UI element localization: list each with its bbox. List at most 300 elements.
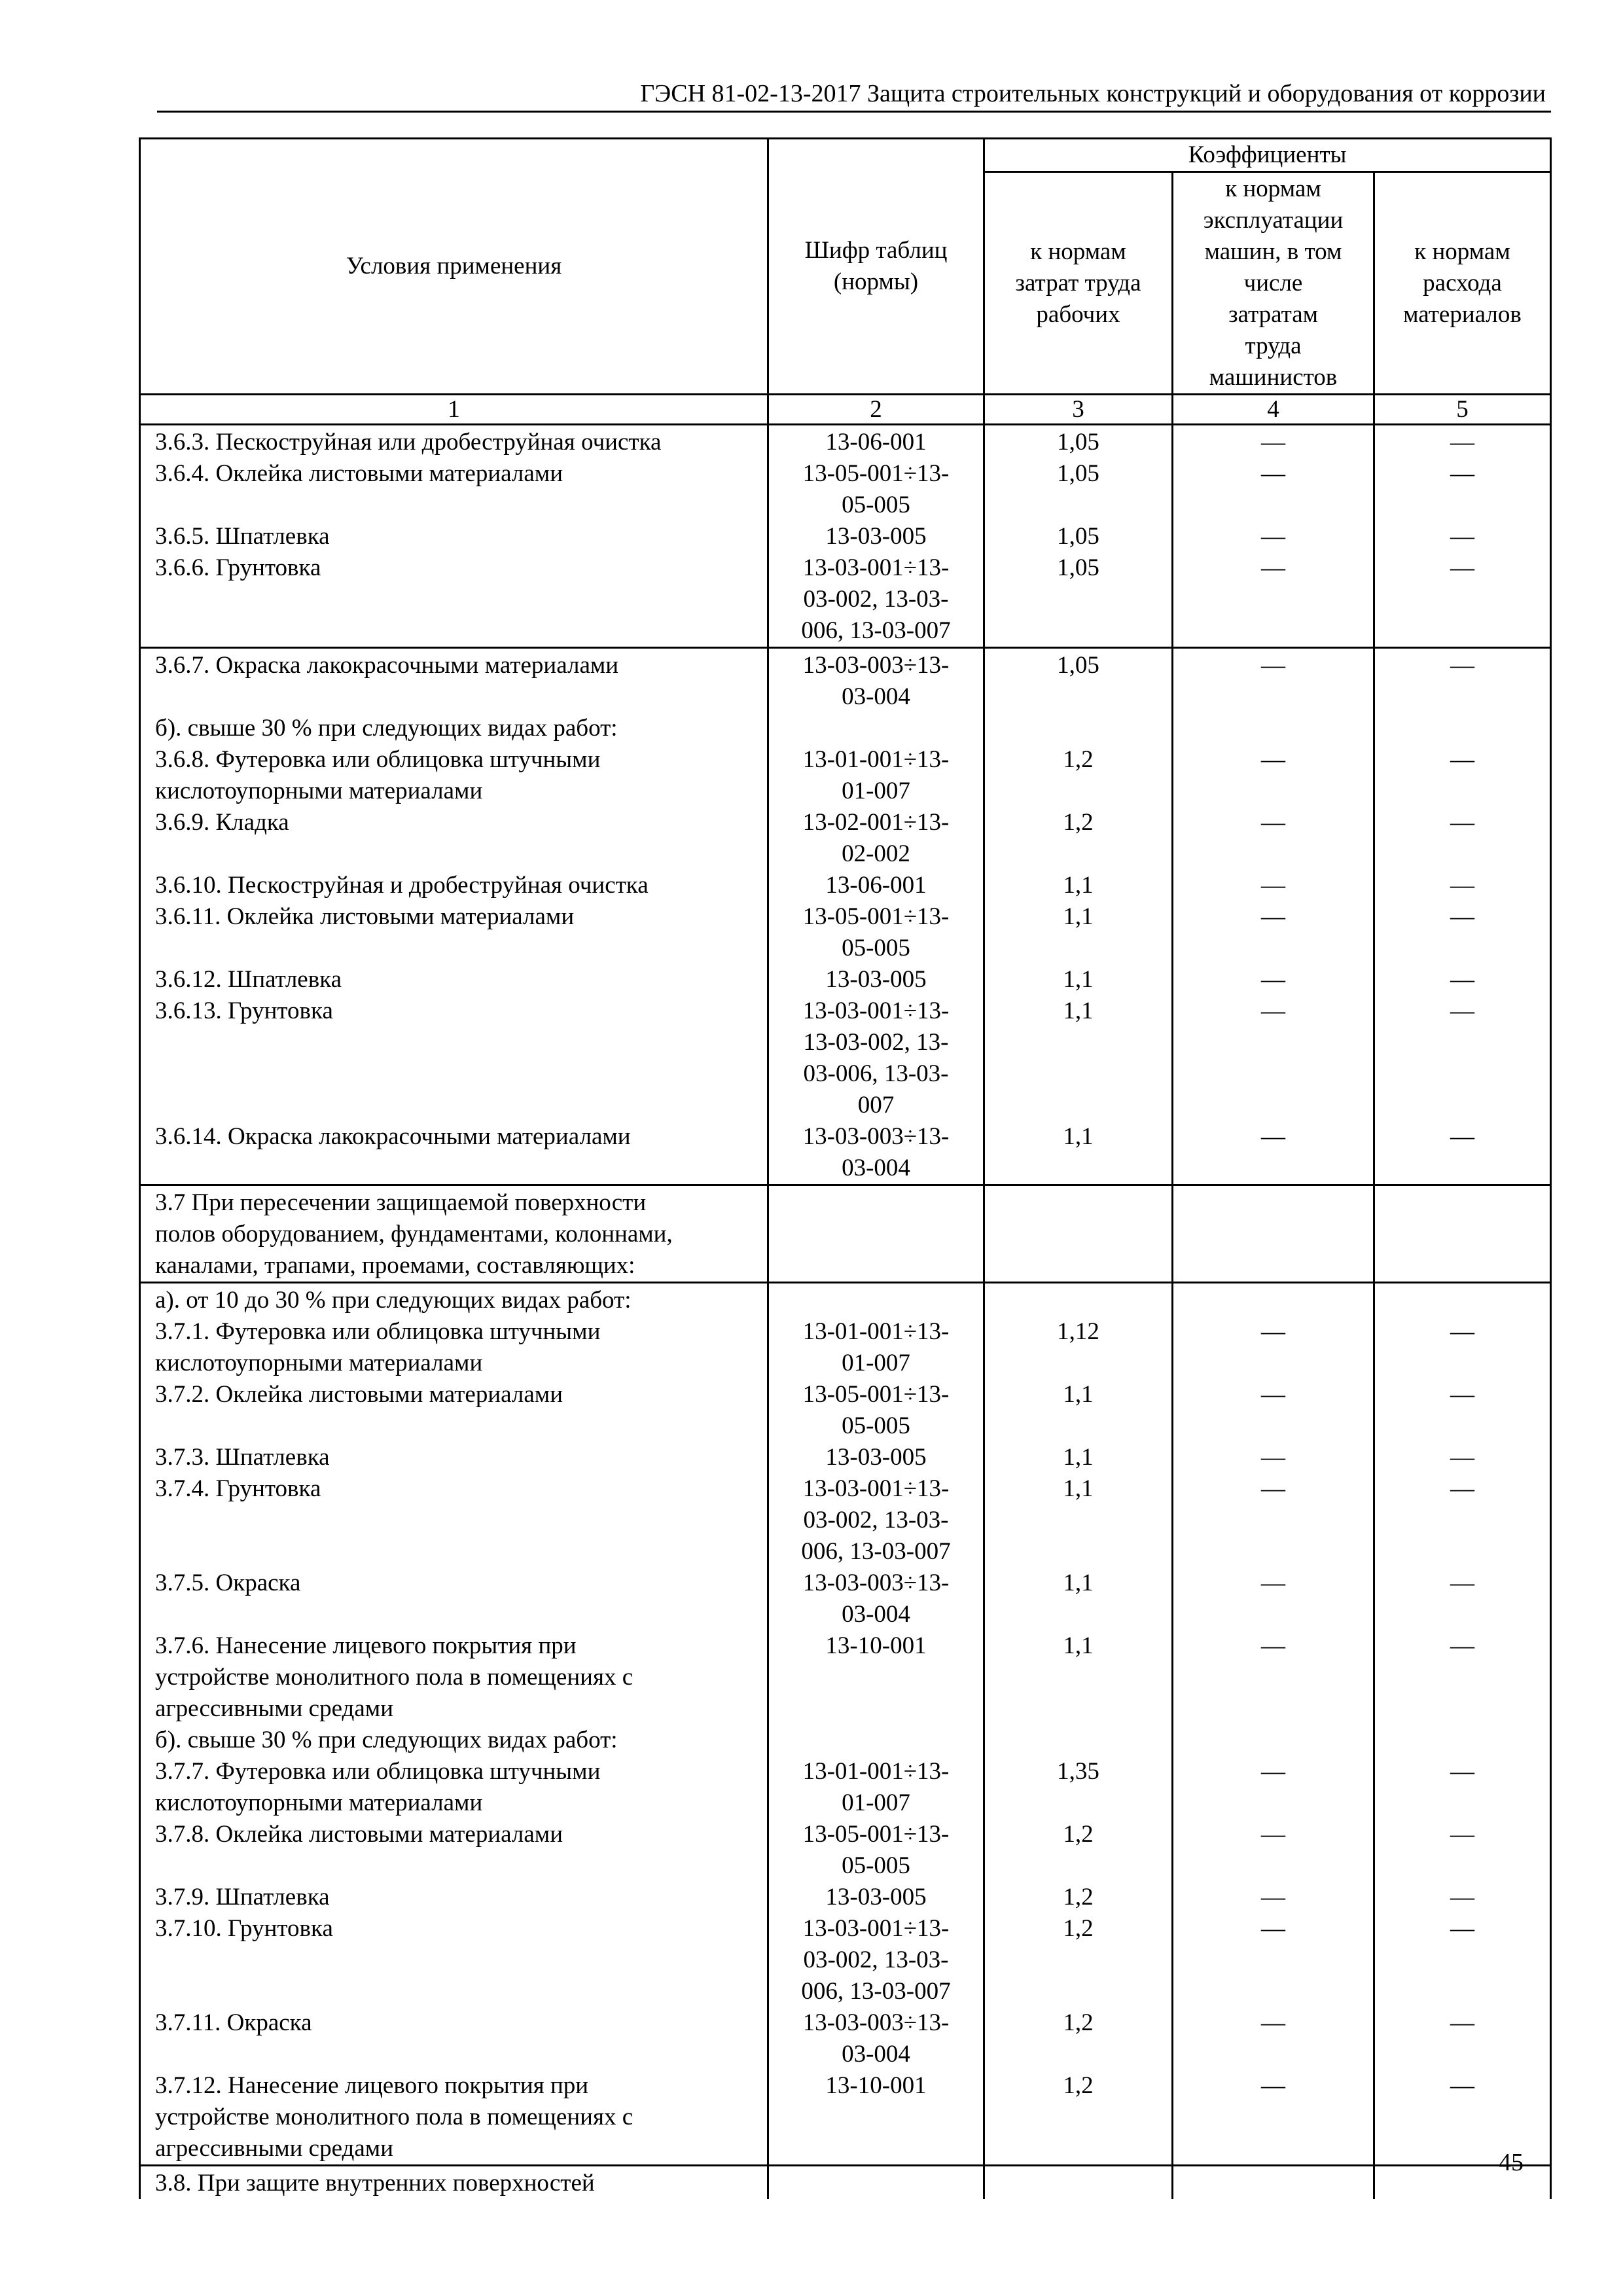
code-text: 01-007 [842, 778, 910, 804]
code-text: 13-03-001÷13- [802, 997, 950, 1024]
code-cell [768, 1121, 984, 1185]
labor-coefficient-cell [984, 1316, 1173, 1379]
materials-coefficient-cell [1374, 1121, 1551, 1185]
code-text: 13-06-001 [825, 872, 927, 899]
machines-coefficient: — [1261, 809, 1285, 836]
code-cell [768, 807, 984, 870]
code-text: 13-05-001÷13- [802, 1821, 950, 1848]
code-text: 01-007 [842, 1789, 910, 1816]
machines-coefficient: — [1261, 523, 1285, 550]
materials-coefficient-cell [1374, 1882, 1551, 1913]
header-machines-line: труда [1245, 332, 1302, 359]
code-text: 05-005 [842, 492, 910, 518]
condition-text [155, 933, 758, 964]
labor-coefficient-cell [984, 996, 1173, 1121]
condition-text: агрессивными средами [155, 2135, 394, 2162]
labor-coefficient-cell [984, 1630, 1173, 1725]
labor-coefficient-cell [984, 1756, 1173, 1819]
machines-coefficient: — [1261, 966, 1285, 993]
condition-text [155, 490, 758, 521]
table-row [140, 425, 1551, 459]
code-cell [768, 1283, 984, 1317]
condition-text: 3.7.6. Нанесение лицевого покрытия при [155, 1632, 577, 1659]
condition-text [155, 681, 758, 713]
materials-coefficient: — [1450, 2072, 1474, 2099]
materials-coefficient-cell [1374, 1913, 1551, 2007]
code-cell [768, 713, 984, 744]
table-row [140, 996, 1551, 1121]
machines-coefficient-cell [1173, 425, 1374, 459]
machines-coefficient-cell [1173, 1283, 1374, 1317]
condition-cell [140, 458, 768, 521]
condition-text: а). от 10 до 30 % при следующих видах работ: [155, 1287, 632, 1314]
machines-coefficient-cell [1173, 2070, 1374, 2166]
code-cell [768, 870, 984, 901]
code-cell [768, 1568, 984, 1630]
code-text: 03-004 [842, 2041, 910, 2068]
code-text: 13-03-001÷13- [802, 554, 950, 581]
machines-coefficient: — [1261, 652, 1285, 679]
machines-coefficient [1173, 1187, 1373, 1219]
materials-coefficient-cell [1374, 1442, 1551, 1473]
header-coefficients: Коэффициенты [984, 139, 1551, 172]
condition-text: 3.7.5. Окраска [155, 1570, 301, 1596]
code-text: 13-01-001÷13- [802, 1318, 950, 1345]
machines-coefficient-cell [1173, 1568, 1374, 1630]
materials-coefficient-cell [1374, 2166, 1551, 2200]
machines-coefficient: — [1261, 554, 1285, 581]
materials-coefficient-cell [1374, 713, 1551, 744]
condition-text [155, 1058, 758, 1090]
condition-text: б). свыше 30 % при следующих видах работ: [155, 715, 618, 742]
machines-coefficient-cell [1173, 521, 1374, 552]
condition-cell [140, 552, 768, 648]
machines-coefficient: — [1261, 1915, 1285, 1942]
condition-cell [140, 1756, 768, 1819]
condition-text: полов оборудованием, фундаментами, колоннами, [155, 1221, 673, 1247]
materials-coefficient: — [1450, 1318, 1474, 1345]
code-text: 03-004 [842, 1155, 910, 1181]
table-row [140, 901, 1551, 964]
machines-coefficient [1173, 1285, 1373, 1316]
machines-coefficient-cell [1173, 458, 1374, 521]
labor-coefficient [985, 713, 1171, 744]
materials-coefficient: — [1450, 1884, 1474, 1910]
condition-text: 3.6.7. Окраска лакокрасочными материалами [155, 652, 619, 679]
code-cell [768, 1913, 984, 2007]
code-text [769, 1725, 983, 1756]
condition-text [155, 584, 758, 615]
code-text: 05-005 [842, 1852, 910, 1879]
header-labor-line: затрат труда [1015, 269, 1141, 296]
machines-coefficient: — [1261, 872, 1285, 899]
machines-coefficient: — [1261, 1444, 1285, 1471]
condition-text: кислотоупорными материалами [155, 1350, 483, 1376]
table-row [140, 2007, 1551, 2070]
materials-coefficient: — [1450, 1444, 1474, 1471]
labor-coefficient-cell [984, 807, 1173, 870]
code-text: 03-002, 13-03- [803, 586, 949, 613]
materials-coefficient-cell [1374, 901, 1551, 964]
code-cell [768, 1630, 984, 1725]
condition-text: кислотоупорными материалами [155, 1789, 483, 1816]
labor-coefficient: 1,35 [1057, 1758, 1099, 1785]
table-head [140, 139, 1551, 425]
machines-coefficient: — [1261, 746, 1285, 773]
condition-text [155, 1536, 758, 1568]
header-machines-line: эксплуатации [1203, 206, 1344, 234]
machines-coefficient: — [1261, 429, 1285, 456]
code-text: 13-03-003÷13- [802, 1123, 950, 1150]
table-row [140, 648, 1551, 713]
running-header [157, 77, 1551, 113]
materials-coefficient: — [1450, 460, 1474, 487]
condition-text: устройстве монолитного пола в помещениях с [155, 1664, 633, 1691]
labor-coefficient: 1,05 [1057, 460, 1099, 487]
code-text: 007 [857, 1092, 895, 1119]
labor-coefficient: 1,1 [1063, 1381, 1094, 1408]
code-text: 13-05-001÷13- [802, 460, 950, 487]
table-row [140, 1316, 1551, 1379]
labor-coefficient-cell [984, 1442, 1173, 1473]
code-text: 05-005 [842, 935, 910, 961]
machines-coefficient: — [1261, 903, 1285, 930]
machines-coefficient-cell [1173, 1121, 1374, 1185]
condition-text: 3.7.4. Грунтовка [155, 1475, 321, 1502]
code-cell [768, 1473, 984, 1568]
table-row [140, 1121, 1551, 1185]
machines-coefficient [1173, 713, 1373, 744]
materials-coefficient-cell [1374, 996, 1551, 1121]
code-text: 13-10-001 [825, 1632, 927, 1659]
condition-text: 3.7.8. Оклейка листовыми материалами [155, 1821, 563, 1848]
code-text: 13-02-001÷13- [802, 809, 950, 836]
labor-coefficient-cell [984, 744, 1173, 807]
labor-coefficient-cell [984, 870, 1173, 901]
labor-coefficient: 1,2 [1063, 809, 1094, 836]
condition-text: 3.6.14. Окраска лакокрасочными материалами [155, 1123, 631, 1150]
labor-coefficient: 1,1 [1063, 1632, 1094, 1659]
code-text: 13-03-005 [825, 1444, 927, 1471]
table-row [140, 1568, 1551, 1630]
code-text: 13-05-001÷13- [802, 1381, 950, 1408]
condition-text: 3.6.4. Оклейка листовыми материалами [155, 460, 563, 487]
labor-coefficient: 1,2 [1063, 1821, 1094, 1848]
machines-coefficient-cell [1173, 2166, 1374, 2200]
header-conditions: Условия применения [140, 139, 768, 395]
condition-text [155, 615, 758, 647]
table-row [140, 713, 1551, 744]
condition-cell [140, 964, 768, 996]
code-cell [768, 1442, 984, 1473]
code-text: 13-03-005 [825, 1884, 927, 1910]
condition-cell [140, 1121, 768, 1185]
condition-cell [140, 1819, 768, 1882]
materials-coefficient-cell [1374, 1756, 1551, 1819]
code-text [769, 1187, 983, 1219]
machines-coefficient: — [1261, 2009, 1285, 2036]
condition-text: 3.7.10. Грунтовка [155, 1915, 333, 1942]
column-number: 1 [140, 395, 768, 425]
labor-coefficient: 1,2 [1063, 746, 1094, 773]
table-row [140, 458, 1551, 521]
labor-coefficient-cell [984, 1725, 1173, 1756]
machines-coefficient-cell [1173, 1913, 1374, 2007]
code-text: 01-007 [842, 1350, 910, 1376]
materials-coefficient-cell [1374, 648, 1551, 713]
machines-coefficient [1173, 2168, 1373, 2199]
code-text: 13-05-001÷13- [802, 903, 950, 930]
machines-coefficient-cell [1173, 1756, 1374, 1819]
labor-coefficient: 1,1 [1063, 997, 1094, 1024]
labor-coefficient-cell [984, 1568, 1173, 1630]
materials-coefficient-cell [1374, 1819, 1551, 1882]
condition-cell [140, 1630, 768, 1725]
machines-coefficient: — [1261, 2072, 1285, 2099]
code-text [769, 713, 983, 744]
condition-cell [140, 1913, 768, 2007]
code-text: 03-004 [842, 1601, 910, 1628]
machines-coefficient: — [1261, 1123, 1285, 1150]
materials-coefficient-cell [1374, 1630, 1551, 1725]
code-text: 02-002 [842, 840, 910, 867]
labor-coefficient-cell [984, 901, 1173, 964]
code-cell [768, 2007, 984, 2070]
header-machines [1173, 172, 1374, 395]
header-machines-line: машин, в том [1204, 238, 1342, 265]
labor-coefficient-cell [984, 1882, 1173, 1913]
code-cell [768, 1756, 984, 1819]
materials-coefficient: — [1450, 1475, 1474, 1502]
labor-coefficient [985, 1725, 1171, 1756]
materials-coefficient: — [1450, 2009, 1474, 2036]
table-row [140, 870, 1551, 901]
table-row [140, 1725, 1551, 1756]
condition-text: устройстве монолитного пола в помещениях с [155, 2104, 633, 2130]
materials-coefficient [1375, 1187, 1550, 1219]
machines-coefficient-cell [1173, 552, 1374, 648]
machines-coefficient: — [1261, 1632, 1285, 1659]
materials-coefficient: — [1450, 1915, 1474, 1942]
materials-coefficient-cell [1374, 1568, 1551, 1630]
code-cell [768, 648, 984, 713]
condition-text: б). свыше 30 % при следующих видах работ: [155, 1727, 618, 1753]
labor-coefficient: 1,05 [1057, 652, 1099, 679]
labor-coefficient: 1,1 [1063, 1444, 1094, 1471]
table-row [140, 2070, 1551, 2166]
labor-coefficient [985, 1187, 1171, 1219]
column-number: 4 [1173, 395, 1374, 425]
condition-text: 3.6.6. Грунтовка [155, 554, 321, 581]
code-cell [768, 2166, 984, 2200]
labor-coefficient-cell [984, 425, 1173, 459]
code-text: 13-03-005 [825, 523, 927, 550]
code-cell [768, 552, 984, 648]
header-machines-line: к нормам [1225, 175, 1321, 202]
condition-text: 3.6.12. Шпатлевка [155, 966, 342, 993]
machines-coefficient-cell [1173, 1725, 1374, 1756]
machines-coefficient [1173, 1725, 1373, 1756]
machines-coefficient: — [1261, 1758, 1285, 1785]
table-row [140, 1473, 1551, 1568]
table-row [140, 964, 1551, 996]
condition-text: 3.7.2. Оклейка листовыми материалами [155, 1381, 563, 1408]
machines-coefficient: — [1261, 1318, 1285, 1345]
machines-coefficient-cell [1173, 1819, 1374, 1882]
header-labor-line: к нормам [1030, 238, 1126, 265]
column-numbers-row [140, 395, 1551, 425]
materials-coefficient-cell [1374, 1316, 1551, 1379]
code-text [769, 1285, 983, 1316]
materials-coefficient: — [1450, 966, 1474, 993]
materials-coefficient: — [1450, 429, 1474, 456]
condition-text [155, 838, 758, 870]
condition-cell [140, 2166, 768, 2200]
condition-cell [140, 807, 768, 870]
machines-coefficient: — [1261, 1884, 1285, 1910]
materials-coefficient: — [1450, 809, 1474, 836]
code-cell [768, 458, 984, 521]
condition-text [155, 1505, 758, 1536]
machines-coefficient-cell [1173, 1379, 1374, 1442]
condition-text: каналами, трапами, проемами, составляющих: [155, 1252, 635, 1279]
condition-text: 3.6.5. Шпатлевка [155, 523, 330, 550]
labor-coefficient-cell [984, 458, 1173, 521]
code-text: 13-03-003÷13- [802, 1570, 950, 1596]
labor-coefficient: 1,05 [1057, 554, 1099, 581]
machines-coefficient-cell [1173, 1630, 1374, 1725]
code-text: 13-03-005 [825, 966, 927, 993]
header-labor [984, 172, 1173, 395]
condition-text: 3.6.13. Грунтовка [155, 997, 333, 1024]
machines-coefficient-cell [1173, 964, 1374, 996]
table-body [140, 425, 1551, 2200]
code-text: 13-10-001 [825, 2072, 927, 2099]
materials-coefficient-cell [1374, 552, 1551, 648]
labor-coefficient: 1,1 [1063, 1570, 1094, 1596]
labor-coefficient-cell [984, 2070, 1173, 2166]
materials-coefficient-cell [1374, 2007, 1551, 2070]
materials-coefficient-cell [1374, 870, 1551, 901]
condition-cell [140, 2070, 768, 2166]
code-text: 13-03-002, 13- [803, 1029, 949, 1056]
condition-cell [140, 1725, 768, 1756]
code-text: 03-002, 13-03- [803, 1507, 949, 1534]
condition-text [155, 1027, 758, 1058]
labor-coefficient: 1,05 [1057, 429, 1099, 456]
labor-coefficient-cell [984, 1283, 1173, 1317]
labor-coefficient: 1,1 [1063, 903, 1094, 930]
header-code-line: Шифр таблиц [804, 237, 948, 264]
materials-coefficient-cell [1374, 425, 1551, 459]
header-materials [1374, 172, 1551, 395]
table-row [140, 807, 1551, 870]
condition-text: 3.6.11. Оклейка листовыми материалами [155, 903, 575, 930]
labor-coefficient-cell [984, 648, 1173, 713]
table-row [140, 1630, 1551, 1725]
materials-coefficient [1375, 713, 1550, 744]
labor-coefficient: 1,05 [1057, 523, 1099, 550]
table-row [140, 1913, 1551, 2007]
labor-coefficient: 1,2 [1063, 2072, 1094, 2099]
table-row [140, 1442, 1551, 1473]
labor-coefficient-cell [984, 521, 1173, 552]
condition-text: 3.8. При защите внутренних поверхностей [155, 2170, 595, 2197]
materials-coefficient-cell [1374, 807, 1551, 870]
labor-coefficient-cell [984, 2007, 1173, 2070]
materials-coefficient: — [1450, 997, 1474, 1024]
code-text: 03-006, 13-03- [803, 1060, 949, 1087]
code-text: 13-03-001÷13- [802, 1475, 950, 1502]
code-text [769, 2168, 983, 2199]
condition-cell [140, 1442, 768, 1473]
table-row [140, 2166, 1551, 2200]
code-text: 03-002, 13-03- [803, 1946, 949, 1973]
table-row [140, 1185, 1551, 1283]
materials-coefficient: — [1450, 1632, 1474, 1659]
condition-text [155, 1976, 758, 2007]
column-number: 3 [984, 395, 1173, 425]
condition-cell [140, 1568, 768, 1630]
materials-coefficient-cell [1374, 1725, 1551, 1756]
machines-coefficient-cell [1173, 807, 1374, 870]
materials-coefficient-cell [1374, 2070, 1551, 2166]
table-row [140, 552, 1551, 648]
condition-cell [140, 2007, 768, 2070]
header-code-line: (нормы) [833, 268, 919, 295]
condition-cell [140, 1379, 768, 1442]
machines-coefficient-cell [1173, 996, 1374, 1121]
labor-coefficient-cell [984, 713, 1173, 744]
materials-coefficient: — [1450, 1381, 1474, 1408]
condition-text [155, 1153, 758, 1184]
materials-coefficient: — [1450, 523, 1474, 550]
header-materials-line: материалов [1403, 300, 1522, 328]
table-row [140, 1379, 1551, 1442]
code-text: 13-01-001÷13- [802, 746, 950, 773]
condition-text: 3.7.9. Шпатлевка [155, 1884, 330, 1910]
materials-coefficient-cell [1374, 521, 1551, 552]
labor-coefficient-cell [984, 1819, 1173, 1882]
column-number: 5 [1374, 395, 1551, 425]
labor-coefficient: 1,12 [1057, 1318, 1099, 1345]
labor-coefficient-cell [984, 964, 1173, 996]
machines-coefficient: — [1261, 460, 1285, 487]
condition-text [155, 1945, 758, 1976]
table-row [140, 521, 1551, 552]
machines-coefficient-cell [1173, 1442, 1374, 1473]
condition-cell [140, 901, 768, 964]
machines-coefficient-cell [1173, 713, 1374, 744]
materials-coefficient [1375, 1285, 1550, 1316]
materials-coefficient-cell [1374, 1185, 1551, 1283]
condition-cell [140, 870, 768, 901]
header-machines-line: затратам [1228, 300, 1319, 328]
materials-coefficient: — [1450, 1570, 1474, 1596]
code-text: 05-005 [842, 1412, 910, 1439]
code-text: 03-004 [842, 683, 910, 710]
header-materials-line: к нормам [1414, 238, 1510, 265]
table-row [140, 1819, 1551, 1882]
header-labor-line: рабочих [1036, 300, 1120, 328]
code-cell [768, 964, 984, 996]
labor-coefficient [985, 1285, 1171, 1316]
code-cell [768, 425, 984, 459]
labor-coefficient-cell [984, 552, 1173, 648]
condition-cell [140, 1185, 768, 1283]
code-text: 006, 13-03-007 [801, 1538, 951, 1565]
machines-coefficient-cell [1173, 1316, 1374, 1379]
